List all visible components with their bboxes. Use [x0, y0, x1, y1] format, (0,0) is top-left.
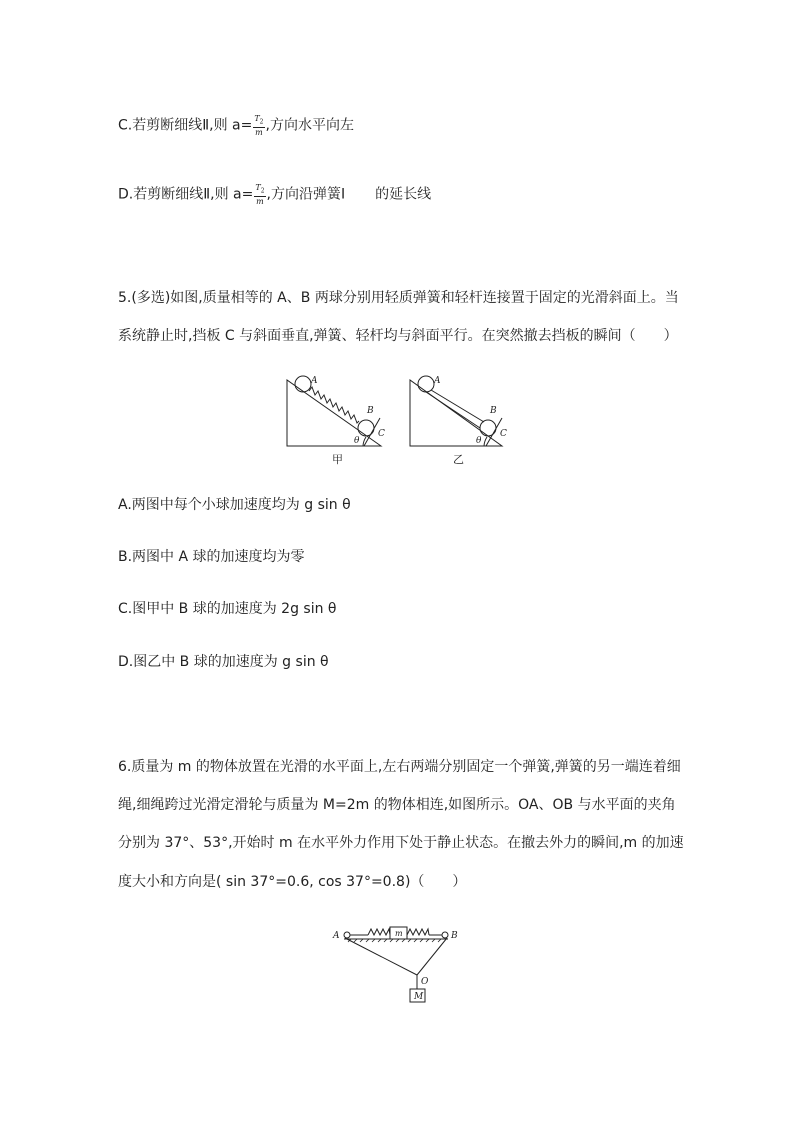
fraction-t2-over-m: $\frac{T_2}{m}$ — [255, 183, 265, 206]
q6-figure — [330, 920, 470, 1012]
spring-right — [407, 929, 429, 935]
q5-option-c: C.图甲中 B 球的加速度为 2g sin θ — [118, 601, 337, 617]
q5-figure — [280, 366, 520, 472]
label-M: M — [414, 992, 424, 1002]
q5-option-a: A.两图中每个小球加速度均为 g sin θ — [118, 497, 351, 513]
q5-stem-line-2: 系统静止时,挡板 C 与斜面垂直,弹簧、轻杆均与斜面平行。在突然撤去挡板的瞬间（ ） — [118, 328, 678, 344]
label-theta-jia: θ — [354, 436, 360, 446]
spring-jia — [309, 387, 359, 423]
q5-option-d: D.图乙中 B 球的加速度为 g sin θ — [118, 654, 329, 670]
q6-stem-line-4: 度大小和方向是( sin 37°=0.6, cos 37°=0.8)（ ） — [118, 874, 467, 890]
q4-option-c: C.若剪断细线Ⅱ,则 a= $\frac{T_2}{m}$ ,方向水平向左 — [118, 114, 354, 137]
pulley-a — [344, 932, 350, 938]
rod-yi-top — [431, 390, 484, 422]
caption-jia: 甲 — [332, 453, 343, 466]
incline-figure-yi — [410, 376, 502, 446]
ball-a-jia — [295, 376, 311, 392]
q5-stem-line-1: 5.(多选)如图,质量相等的 A、B 两球分别用轻质弹簧和轻杆连接置于固定的光滑斜面上。当 — [118, 290, 679, 306]
label-b: B — [451, 931, 458, 941]
label-a-yi: A — [434, 376, 441, 386]
rod-yi-bottom — [426, 392, 480, 428]
label-b-jia: B — [367, 406, 374, 416]
label-o: O — [421, 977, 429, 987]
label-m: m — [395, 929, 403, 938]
label-theta-yi: θ — [476, 436, 482, 446]
label-b-yi: B — [490, 406, 497, 416]
caption-yi: 乙 — [453, 453, 464, 466]
label-a: A — [333, 931, 340, 941]
q5-option-b: B.两图中 A 球的加速度均为零 — [118, 549, 305, 565]
string-oa — [345, 938, 417, 975]
pulley-b — [442, 932, 448, 938]
string-ob — [417, 938, 447, 975]
label-c-yi: C — [500, 429, 507, 439]
fraction-t2-over-m: $\frac{T_2}{m}$ — [254, 114, 264, 137]
q6-stem-line-3: 分别为 37°、53°,开始时 m 在水平外力作用下处于静止状态。在撤去外力的瞬间,m 的加速 — [118, 835, 684, 851]
spring-left — [368, 929, 390, 935]
label-c-jia: C — [378, 429, 385, 439]
q6-stem-line-2: 绳,细绳跨过光滑定滑轮与质量为 M=2m 的物体相连,如图所示。OA、OB 与水平面的夹角 — [118, 797, 676, 813]
ball-a-yi — [418, 376, 434, 392]
q4-option-d: D.若剪断细线Ⅱ,则 a= $\frac{T_2}{m}$ ,方向沿弹簧Ⅰ 的延长线 — [118, 183, 432, 206]
label-a-jia: A — [311, 376, 318, 386]
q6-stem-line-1: 6.质量为 m 的物体放置在光滑的水平面上,左右两端分别固定一个弹簧,弹簧的另一端连着细 — [118, 759, 681, 775]
